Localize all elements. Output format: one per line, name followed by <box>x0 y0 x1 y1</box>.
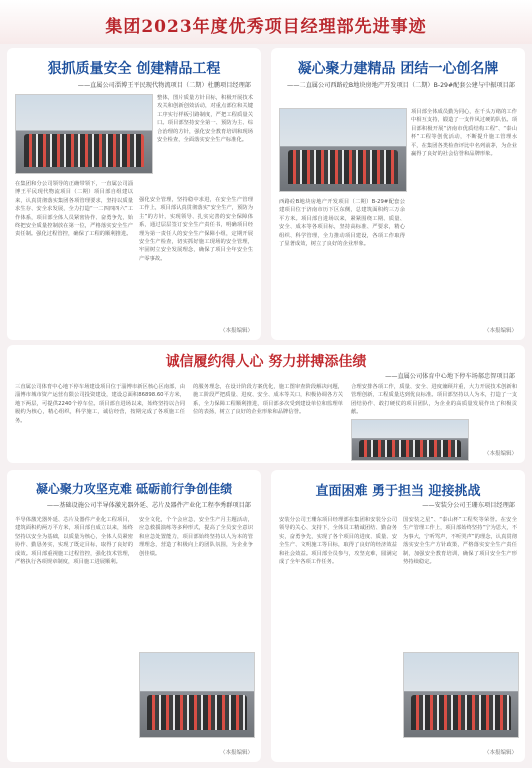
header-banner <box>0 0 532 44</box>
article-body-left: 三直属公司体育中心地下停车场建设项目位于淄博市新区核心区南部，由淄博市城市资产运营有限公司投资建设，建设总面积86898.60平方米，地下两层，可提供2240个停车位。项目部自进场以来，始终坚持以合同履约为核心，精心组织，科学施工，诚信经营，按期完成了各项施工任务。 <box>15 384 185 424</box>
article-card-4 <box>7 470 261 762</box>
credit: （本报编辑） <box>219 328 253 334</box>
team-photo <box>351 419 469 461</box>
team-photo <box>403 652 519 738</box>
article-body-mid: 整体，图片质量方针目标，积极开展技术攻关和创新创效活动，对重点部位和关键工序实行样板引路制度，严把工程质量关口。项目部坚持安全第一、预防为主、综合治理的方针，强化安全教育培训和现场安全检查，全面落实安全生产标准化。 <box>157 95 253 144</box>
article-body-right: 合理安排各项工作，质量、安全、进度兼顾并重，大力开展技术创新和管理创新，工程质量达到优良标准。项目部坚持以人为本，打造了一支团结协作、敢打硬仗的项目团队，为企业的高质量发展作出了积极贡献。 <box>351 384 517 416</box>
credit: （本报编辑） <box>483 451 517 457</box>
article-body-right: 国安装之星”、“泰山杯”工程奖等荣誉。在安全生产管理工作上，项目部始终坚持“宁为思大，不为事大，宁听骂声，不听哭声”的理念，认真贯彻落实安全生产方针政策，严格落实安全生产责任制，加强安全教育培训，确保了项目安全生产形势持续稳定。 <box>403 517 517 566</box>
article-body-left: 安装分公司王珊东项目经理部在集团和安装分公司领导的关心、支持下，全体员工精诚团结、勤奋务实，奋勇争先，实现了各个项目的进度、质量、安全生产、文明施工等目标，取得了良好的经济效益和社会效益。项目部全员参与，攻坚克难，圆满完成了全年各项工作任务。 <box>279 517 397 566</box>
article-title: 狠抓质量安全 创建精品工程 <box>47 61 221 77</box>
article-body-right: 项目部全体成员勤为同心，在千头万绪的工作中相互支持，锻造了一支作风过硬的队伍。项目部积极开展“济南市优质结构工程”、“泰山杯”工程等创优活动，不断提升施工管理水平，在集团各类检查评比中名列前茅，为企业赢得了良好的社会信誉和品牌形象。 <box>411 109 517 158</box>
team-photo <box>139 652 255 738</box>
article-title: 直面困难 勇于担当 迎接挑战 <box>315 484 481 499</box>
article-body-left: 西路砼B地块房地产开发项目（二期）B-29#配套公建项目位于济南市历下区东侧，总建筑面积约三万余平方米。项目部自进场以来，紧紧围绕工期、质量、安全、成本等各项目标，坚持高标准、严要求，精心组织、科学管理，全力推动项目建设，各项工作取得了显著成效，树立了良好的企业形象。 <box>279 199 405 248</box>
article-card-3 <box>7 345 525 463</box>
article-subtitle: ——直属公司体育中心地下停车场郝忠智项目部 <box>385 373 515 380</box>
article-body-left: 半导体激光器外延、芯片及器件产业化工程项目，建筑面积约两万平方米，项目部自成立以来，始终坚持以安全为基础，以质量为核心，全体人员紧密协作、勤恳务实，实现了既定目标，取得了良好的成效。项目部重视施工过程管控，强化技术管理，严格执行各项规章制度，项目施工进展顺利。 <box>15 517 133 566</box>
article-card-2 <box>271 48 525 340</box>
article-subtitle: ——二直属公司西路砼B地块房地产开发项目（二期）B-29#配套公建与中振项目部 <box>287 82 515 89</box>
article-body-mid: 的服务理念，在设计阶段方案优化，施工图审查阶段解决问题，施工阶段严把质量、进度、安全、成本等关口，积极协调各方关系，全力保障工程顺利推进，项目部多次受到建设单位和监理单位的表扬，树立了良好的企业形象和品牌信誉。 <box>193 384 343 416</box>
article-subtitle: ——直属公司淄博王平民现代物流项目（二期）杜鹏项目经理部 <box>77 82 251 89</box>
article-title: 凝心聚力攻坚克难 砥砺前行争创佳绩 <box>35 482 233 496</box>
article-body-left: 在集团和分公司领导的正确带领下，一直属公司淄博王平民现代物流项目（二期）项目部自组建以来，认真贯彻落实集团各项管理要求，坚持以质量求生存、安全求发展，全力打造“一二四四四六”工作体系，项目部全体人员紧密协作、奋勇争先，始终把安全质量控制放在第一位，严格落实安全生产责任制。强化过程管控，确保了工程的顺利推进。 <box>15 181 133 238</box>
page-title: 集团2023年度优秀项目经理部先进事迹 <box>105 17 427 37</box>
article-card-5 <box>271 470 525 762</box>
article-title: 诚信履约得人心 努力拼搏添佳绩 <box>165 354 367 370</box>
article-title: 凝心聚力建精品 团结一心创名牌 <box>297 61 499 77</box>
article-body-right: 安全文化，个个会应急，安全生产月主题活动，应急救援演练等多种形式，提高了全员安全意识和应急处置能力，项目部始终坚持以人为本的管理理念，营造了积极向上的团队氛围，为企业争创佳绩。 <box>139 517 253 557</box>
team-photo <box>15 94 153 174</box>
article-subtitle: ——基础设施公司半导体激光器外延、芯片及器件产业化工程李秀群项目部 <box>46 502 251 509</box>
article-subtitle: ——安装分公司王珊东项目经理部 <box>422 502 515 509</box>
article-body-right: 强化安全管理，坚持稳中求进，在安全生产管理工作上，项目部认真贯彻落实“安全生产，预防为主”的方针，实现领导、扎实完善的安全保障体系，通过层层签订安全生产责任书，明确项目经理为第一责任人的安全生产保障小组，定期开展安全生产检查，切实抓好施工现场的安全管理，牢固树立安全发展理念，确保了项目全年安全生产零事故。 <box>139 197 253 262</box>
team-photo <box>279 108 407 192</box>
credit: （本报编辑） <box>219 750 253 756</box>
credit: （本报编辑） <box>483 750 517 756</box>
article-card-1 <box>7 48 261 340</box>
credit: （本报编辑） <box>483 328 517 334</box>
